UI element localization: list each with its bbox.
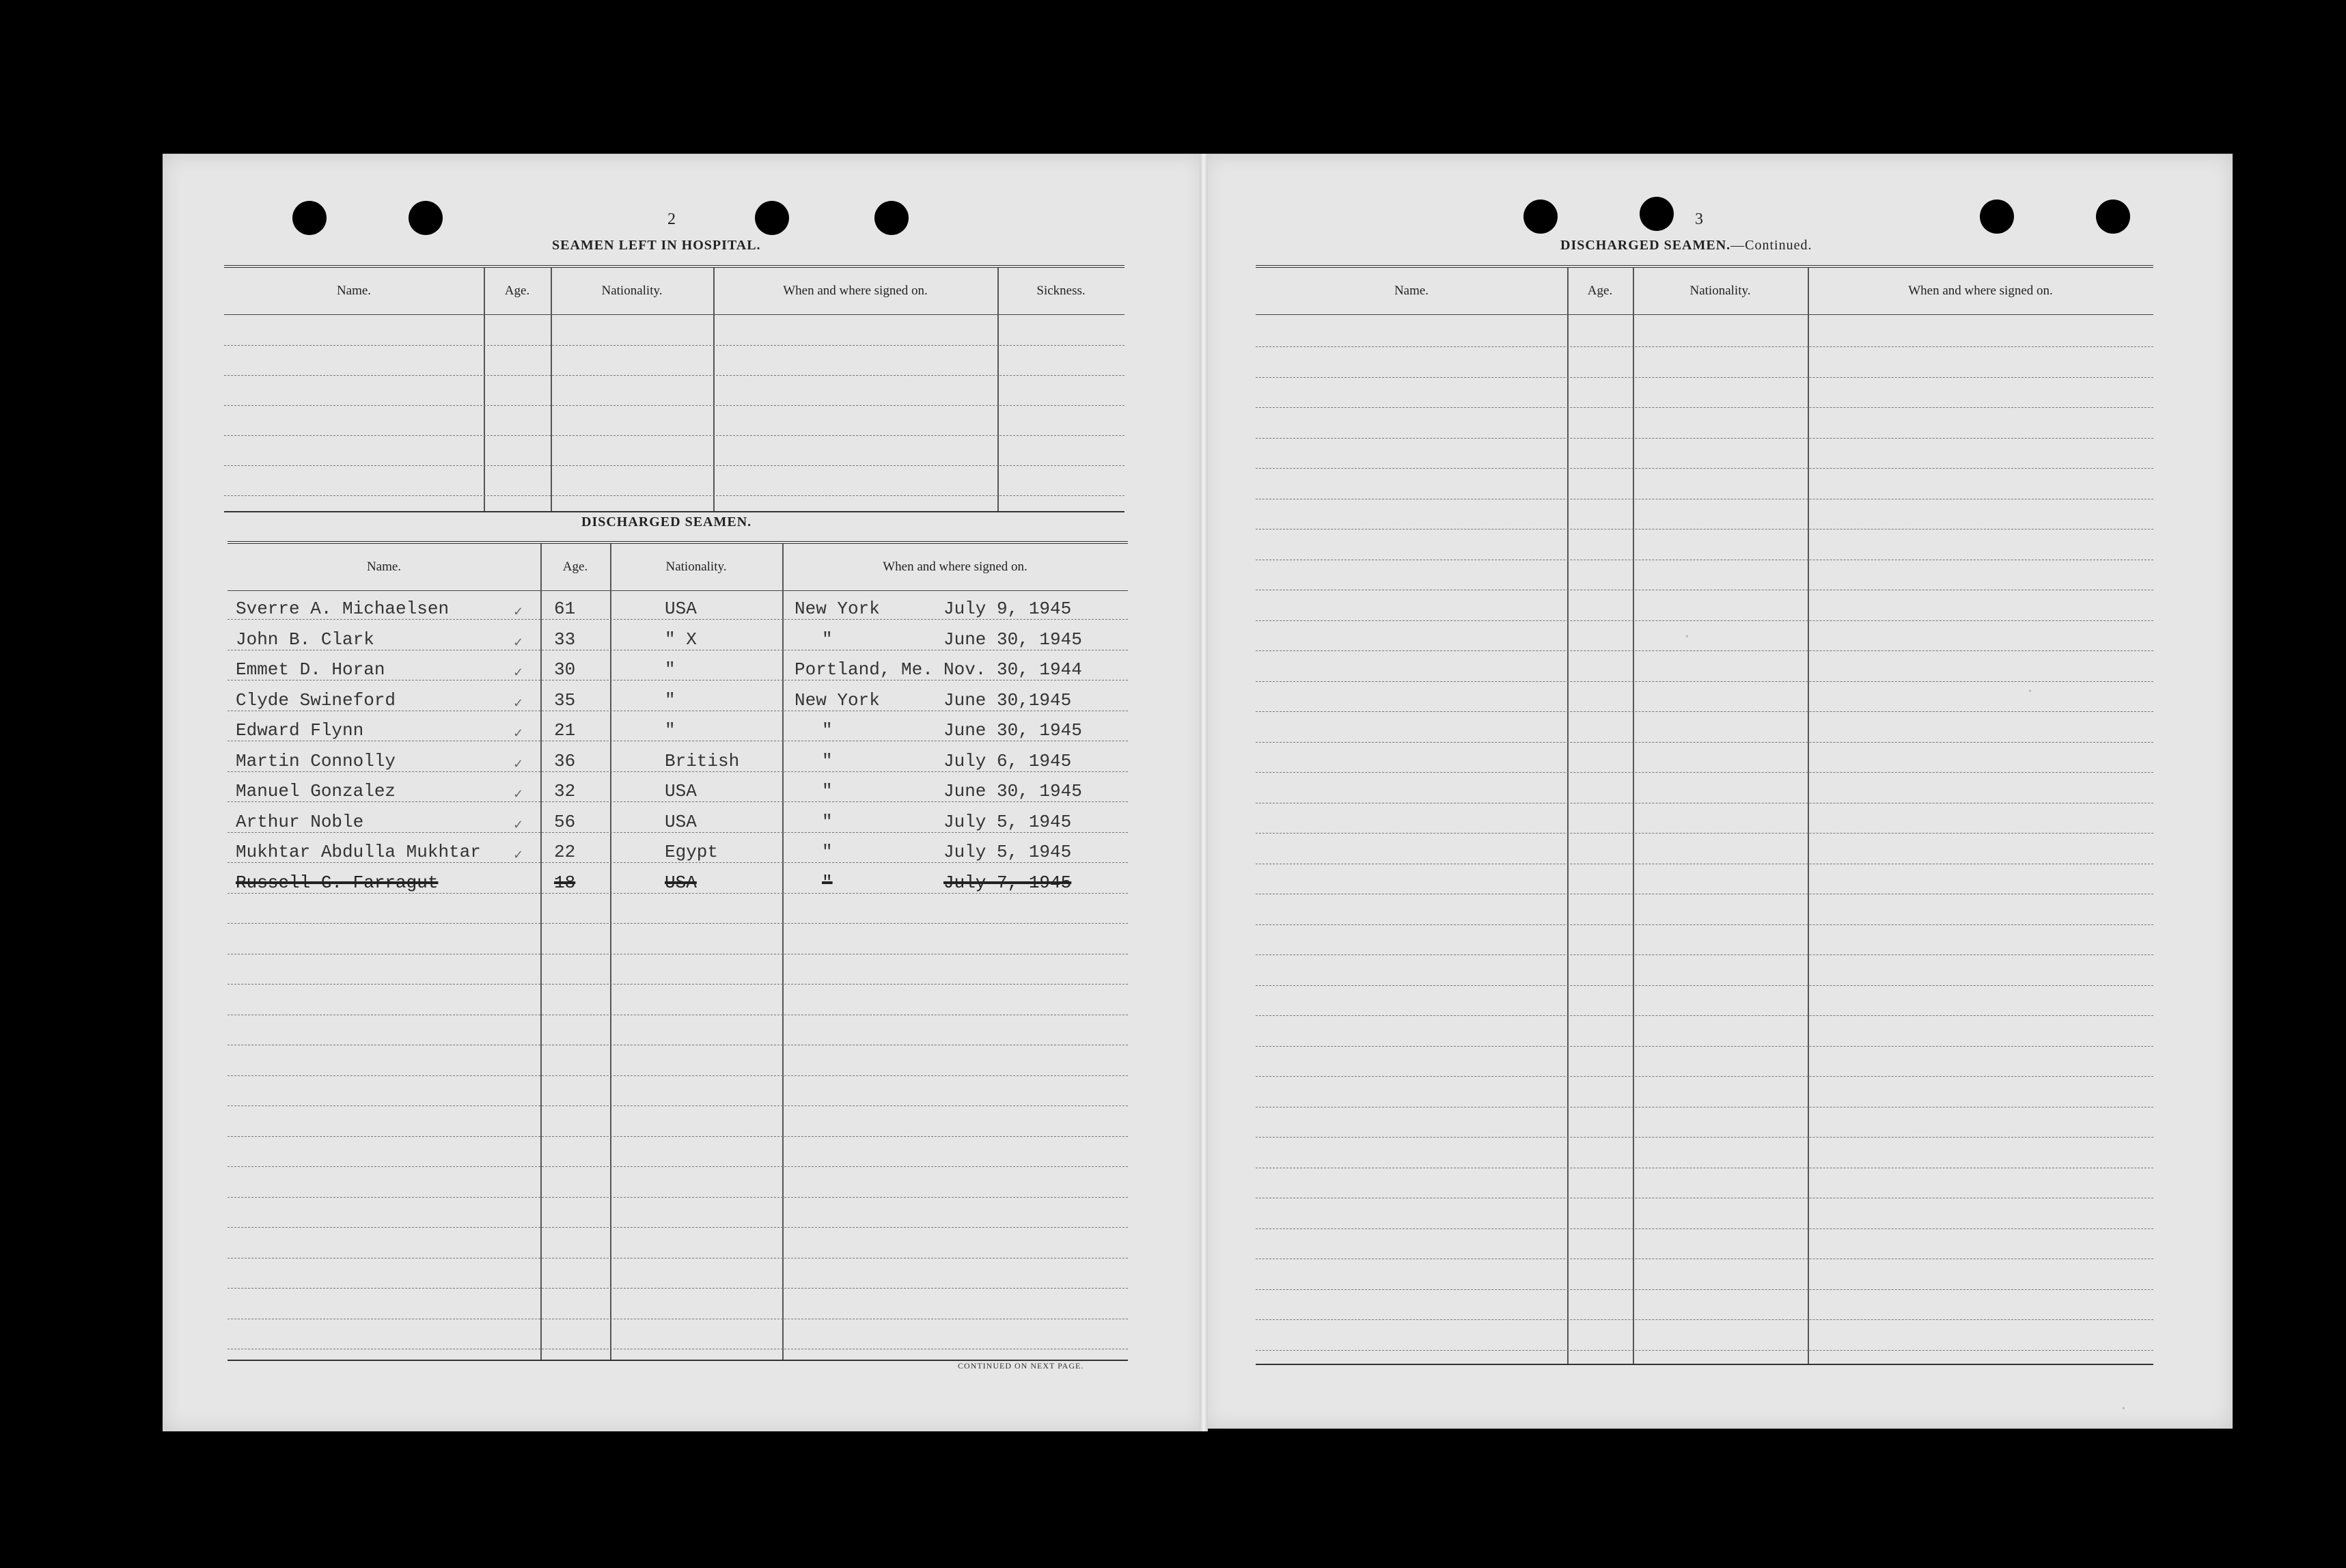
column-header: Age. xyxy=(504,284,530,298)
table-row xyxy=(227,773,1128,803)
column-header: Nationality. xyxy=(665,560,727,574)
ruled-line xyxy=(227,1197,1128,1198)
signed-on-place: " xyxy=(822,842,833,862)
ruled-line xyxy=(1256,985,2153,986)
seaman-nationality: USA xyxy=(665,599,697,619)
title-text: DISCHARGED SEAMEN. xyxy=(1560,238,1731,253)
signed-on-place: Portland, Me. xyxy=(795,659,933,680)
seaman-name: Martin Connolly xyxy=(236,750,396,771)
column-header: When and where signed on. xyxy=(883,560,1027,574)
table-row xyxy=(227,803,1128,834)
ruled-line xyxy=(1256,1107,2153,1108)
table-header xyxy=(227,544,1128,591)
binder-hole xyxy=(755,201,789,235)
ruled-line xyxy=(1256,711,2153,712)
binder-hole xyxy=(1980,200,2014,234)
check-mark-icon: ✓ xyxy=(513,817,524,832)
table-header xyxy=(1256,268,2153,315)
check-mark-icon: ✓ xyxy=(513,665,524,680)
page-number: 3 xyxy=(1695,210,1703,228)
ruled-line xyxy=(1256,924,2153,925)
ruled-line xyxy=(1256,468,2153,469)
ruled-line xyxy=(224,465,1124,466)
ink-speck: · xyxy=(1685,629,1689,646)
ruled-line xyxy=(224,495,1124,496)
signed-on-place: " xyxy=(822,781,833,801)
table-row xyxy=(227,590,1128,620)
column-header: Nationality. xyxy=(601,284,663,298)
column-divider xyxy=(713,268,715,511)
binder-hole xyxy=(874,201,909,235)
table-row xyxy=(227,621,1128,651)
signed-on-date: July 5, 1945 xyxy=(943,842,1072,862)
signed-on-place: " xyxy=(822,750,833,771)
ruled-line xyxy=(227,1105,1128,1106)
signed-on-place: " xyxy=(822,811,833,832)
ruled-line xyxy=(1256,346,2153,347)
seaman-age: 32 xyxy=(554,781,576,801)
column-header: Age. xyxy=(562,560,588,574)
binder-hole xyxy=(1523,200,1558,234)
signed-on-date: July 9, 1945 xyxy=(943,599,1072,619)
seaman-nationality: British xyxy=(665,750,740,771)
binder-hole xyxy=(292,201,327,235)
ruled-line xyxy=(1256,650,2153,651)
signed-on-date: July 7, 1945 xyxy=(943,872,1072,893)
seaman-age: 56 xyxy=(554,811,576,832)
ruled-line xyxy=(224,405,1124,406)
seaman-age: 18 xyxy=(554,872,576,893)
signed-on-date: June 30, 1945 xyxy=(943,720,1082,741)
seaman-name: John B. Clark xyxy=(236,629,374,650)
ruled-line xyxy=(1256,1289,2153,1290)
ruled-line xyxy=(1256,438,2153,439)
ruled-line xyxy=(227,1166,1128,1167)
ink-speck: · xyxy=(2121,1401,2126,1418)
seaman-age: 21 xyxy=(554,720,576,741)
seaman-age: 35 xyxy=(554,689,576,711)
ruled-line xyxy=(224,435,1124,436)
column-header: Name. xyxy=(336,284,372,298)
ruled-line xyxy=(227,984,1128,985)
page-number: 2 xyxy=(667,210,676,228)
signed-on-place: " xyxy=(822,629,833,650)
binder-hole xyxy=(409,201,443,235)
check-mark-icon: ✓ xyxy=(513,756,524,771)
check-mark-icon: ✓ xyxy=(513,848,524,862)
table-header xyxy=(224,268,1124,315)
ink-speck: · xyxy=(2028,683,2032,700)
ruled-line xyxy=(227,1227,1128,1228)
seaman-nationality: " xyxy=(665,689,676,711)
section-title-discharged: DISCHARGED SEAMEN. xyxy=(581,514,752,529)
signed-on-place: New York xyxy=(795,689,880,711)
ruled-line xyxy=(1256,407,2153,408)
seaman-name: Russell G. Farragut xyxy=(236,872,439,893)
table-row xyxy=(227,712,1128,742)
signed-on-date: July 6, 1945 xyxy=(943,750,1072,771)
seaman-nationality: " X xyxy=(665,629,697,650)
seaman-name: Manuel Gonzalez xyxy=(236,781,396,801)
column-divider xyxy=(997,268,999,511)
seaman-nationality: " xyxy=(665,720,676,741)
signed-on-date: June 30,1945 xyxy=(943,689,1072,711)
seaman-age: 33 xyxy=(554,629,576,650)
check-mark-icon: ✓ xyxy=(513,787,524,801)
ruled-line xyxy=(1256,1350,2153,1351)
check-mark-icon: ✓ xyxy=(513,726,524,741)
section-title-hospital: SEAMEN LEFT IN HOSPITAL. xyxy=(552,238,761,253)
seaman-nationality: USA xyxy=(665,811,697,832)
check-mark-icon: ✓ xyxy=(513,605,524,619)
ruled-line xyxy=(1256,1319,2153,1320)
ruled-line xyxy=(1256,1015,2153,1016)
signed-on-place: " xyxy=(822,720,833,741)
ruled-line xyxy=(1256,620,2153,621)
ruled-line xyxy=(1256,377,2153,378)
table-bottom-rule xyxy=(1256,1364,2153,1365)
signed-on-date: Nov. 30, 1944 xyxy=(943,659,1082,680)
table-bottom-rule xyxy=(224,511,1124,512)
column-header: Nationality. xyxy=(1689,284,1751,298)
discharged-table xyxy=(227,541,1128,1357)
ruled-line xyxy=(1256,1228,2153,1229)
ruled-line xyxy=(1256,1137,2153,1138)
ruled-line xyxy=(227,1288,1128,1289)
ruled-line xyxy=(1256,742,2153,743)
seaman-age: 22 xyxy=(554,842,576,862)
ruled-line xyxy=(224,345,1124,346)
seaman-age: 30 xyxy=(554,659,576,680)
seaman-name: Mukhtar Abdulla Mukhtar xyxy=(236,842,481,862)
seaman-name: Edward Flynn xyxy=(236,720,364,741)
title-suffix: —Continued. xyxy=(1730,238,1812,253)
seaman-nationality: Egypt xyxy=(665,842,719,862)
column-header: Age. xyxy=(1587,284,1613,298)
ruled-line xyxy=(227,923,1128,924)
signed-on-date: June 30, 1945 xyxy=(943,629,1082,650)
check-mark-icon: ✓ xyxy=(513,635,524,650)
binder-hole xyxy=(2096,200,2130,234)
column-header: When and where signed on. xyxy=(1908,284,2053,298)
ruled-line xyxy=(1256,954,2153,955)
column-divider xyxy=(484,268,485,511)
column-header: Name. xyxy=(366,560,402,574)
signed-on-date: July 5, 1945 xyxy=(943,811,1072,832)
discharged-continued-table xyxy=(1256,265,2153,1361)
seaman-nationality: USA xyxy=(665,872,697,893)
table-row xyxy=(227,743,1128,773)
ruled-line xyxy=(224,375,1124,376)
ruled-line xyxy=(1256,1258,2153,1259)
seaman-age: 61 xyxy=(554,599,576,619)
column-header: Sickness. xyxy=(1036,284,1086,298)
seaman-age: 36 xyxy=(554,750,576,771)
column-divider xyxy=(1633,268,1634,1364)
signed-on-place: " xyxy=(822,872,833,893)
ruled-line xyxy=(1256,833,2153,834)
ruled-line xyxy=(227,1136,1128,1137)
continued-note: CONTINUED ON NEXT PAGE. xyxy=(958,1361,1084,1371)
table-row xyxy=(227,651,1128,681)
check-mark-icon: ✓ xyxy=(513,696,524,711)
table-row xyxy=(227,682,1128,712)
seaman-name: Clyde Swineford xyxy=(236,689,396,711)
seaman-nationality: " xyxy=(665,659,676,680)
column-header: When and where signed on. xyxy=(783,284,928,298)
ruled-line xyxy=(1256,772,2153,773)
seaman-nationality: USA xyxy=(665,781,697,801)
column-divider xyxy=(551,268,552,511)
column-divider xyxy=(1808,268,1809,1364)
column-divider xyxy=(1567,268,1569,1364)
section-title-continued xyxy=(1560,238,1812,253)
seaman-name: Arthur Noble xyxy=(236,811,364,832)
ruled-line xyxy=(1256,1076,2153,1077)
signed-on-place: New York xyxy=(795,599,880,619)
table-row xyxy=(227,834,1128,864)
seaman-name: Emmet D. Horan xyxy=(236,659,385,680)
ruled-line xyxy=(227,1075,1128,1076)
page-fold xyxy=(1200,154,1208,1431)
seaman-name: Sverre A. Michaelsen xyxy=(236,599,450,619)
hospital-table xyxy=(224,265,1124,508)
ruled-line xyxy=(1256,681,2153,682)
table-row xyxy=(227,864,1128,894)
column-header: Name. xyxy=(1394,284,1429,298)
binder-hole xyxy=(1640,197,1674,231)
ruled-line xyxy=(1256,1046,2153,1047)
signed-on-date: June 30, 1945 xyxy=(943,781,1082,801)
